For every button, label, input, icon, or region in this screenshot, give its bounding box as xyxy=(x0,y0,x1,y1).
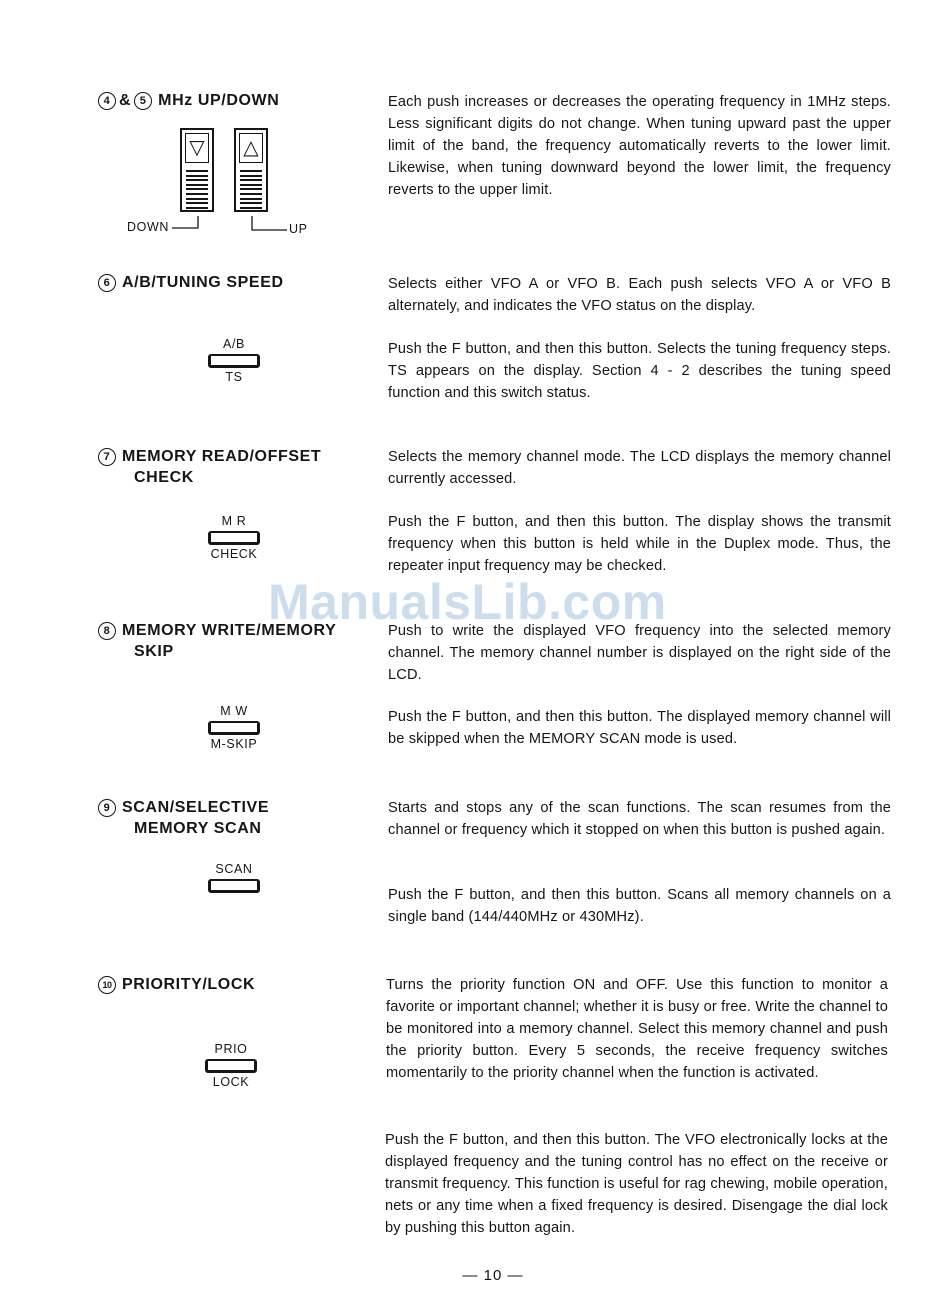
button-bottom-label: TS xyxy=(225,370,243,384)
button-key-shape xyxy=(208,354,260,368)
circled-number-9: 9 xyxy=(98,799,116,817)
page-number: — 10 — xyxy=(462,1267,524,1284)
description-paragraph: Push the F button, and then this button. The VFO electronically locks at the displayed frequency and the tuning control has no effect on the receive or transmit frequency. This function is useful for rag chewing, mobile operation, nets or any time when a fixed frequency is desired. Disengage the dial lock by pushing this button again. xyxy=(385,1132,888,1236)
circled-number-7: 7 xyxy=(98,448,116,466)
description-paragraph: Push the F button, and then this button. The display shows the transmit frequency when this button is held while in the Duplex mode. Thus, the repeater input frequency may be checked. xyxy=(388,514,891,574)
button-bottom-label: LOCK xyxy=(212,1075,250,1089)
mr-check-button-figure xyxy=(174,514,294,562)
description-paragraph: Push to write the displayed VFO frequency into the selected memory channel. The memory channel number is displayed on the right side of the LCD. xyxy=(388,623,891,683)
description-paragraph: Push the F button, and then this button. The displayed memory channel will be skipped when the MEMORY SCAN mode is used. xyxy=(388,709,891,747)
button-bottom-label: M-SKIP xyxy=(210,737,258,751)
section-heading xyxy=(98,620,368,662)
down-label: DOWN xyxy=(127,220,169,234)
heading-line-2: SKIP xyxy=(134,643,174,660)
section-heading xyxy=(98,272,368,293)
section-heading xyxy=(98,974,368,995)
description-paragraph: Push the F button, and then this button. Scans all memory channels on a single band (144/440MHz or 430MHz). xyxy=(388,887,891,925)
prio-lock-button-figure xyxy=(171,1042,291,1090)
button-key-shape xyxy=(208,879,260,893)
scan-button-figure xyxy=(174,862,294,895)
up-label: UP xyxy=(289,222,308,236)
button-top-label: M W xyxy=(220,704,248,718)
description-paragraph: Each push increases or decreases the operating frequency in 1MHz steps. Less significant digits do not change. When tuning upward past the upper limit of the band, the frequency automatically reverts to the lower limit. Likewise, when tuning downward beyond the lower limit, the frequency reverts to the upper limit. xyxy=(388,94,891,198)
circled-number-8: 8 xyxy=(98,622,116,640)
up-triangle-icon: △ xyxy=(239,133,263,163)
description-paragraph: Starts and stops any of the scan functions. The scan resumes from the channel or frequency which it stopped on when this button is pushed again. xyxy=(388,800,891,838)
button-top-label: A/B xyxy=(223,337,245,351)
button-top-label: PRIO xyxy=(214,1042,248,1056)
heading-line-1: A/B/TUNING SPEED xyxy=(122,274,284,291)
button-bottom-label: CHECK xyxy=(210,547,258,561)
circled-number-4: 4 xyxy=(98,92,116,110)
description-paragraph: Selects either VFO A or VFO B. Each push selects VFO A or VFO B alternately, and indicates the VFO status on the display. xyxy=(388,276,891,314)
circled-number-5: 5 xyxy=(134,92,152,110)
heading-line-1: PRIORITY/LOCK xyxy=(122,976,256,993)
button-key-shape xyxy=(208,531,260,545)
ab-ts-button-figure xyxy=(174,337,294,385)
heading-line-1: MHz UP/DOWN xyxy=(158,92,280,109)
button-key-shape xyxy=(208,721,260,735)
heading-line-2: CHECK xyxy=(134,469,194,486)
circled-number-10: 10 xyxy=(98,976,116,994)
button-top-label: SCAN xyxy=(215,862,253,876)
description-paragraph: Selects the memory channel mode. The LCD displays the memory channel currently accessed. xyxy=(388,449,891,487)
section-heading xyxy=(98,446,368,488)
section-heading: 4 & 5 MHz UP/DOWN xyxy=(98,90,368,111)
button-key-shape xyxy=(205,1059,257,1073)
down-triangle-icon: ▽ xyxy=(185,133,209,163)
section-heading xyxy=(98,797,368,839)
description-paragraph: Push the F button, and then this button. Selects the tuning frequency steps. TS appears on the display. Section 4 - 2 describes the tuning speed function and this switch status. xyxy=(388,341,891,401)
heading-line-2: MEMORY SCAN xyxy=(134,820,262,837)
heading-line-1: SCAN/SELECTIVE xyxy=(122,799,270,816)
description-paragraph: Turns the priority function ON and OFF. Use this function to monitor a favorite or important channel; whether it is busy or free. Write the channel to be monitored into a memory channel. Select this memory channel and push the priority button. Every 5 seconds, the receive frequency switches momentarily to the priority channel when the function is activated. xyxy=(386,977,888,1081)
button-top-label: M R xyxy=(221,514,247,528)
watermark: ManualsLib.com xyxy=(268,574,667,630)
mw-mskip-button-figure xyxy=(174,704,294,752)
circled-number-6: 6 xyxy=(98,274,116,292)
heading-line-1: MEMORY WRITE/MEMORY xyxy=(122,622,337,639)
heading-line-1: MEMORY READ/OFFSET xyxy=(122,448,322,465)
